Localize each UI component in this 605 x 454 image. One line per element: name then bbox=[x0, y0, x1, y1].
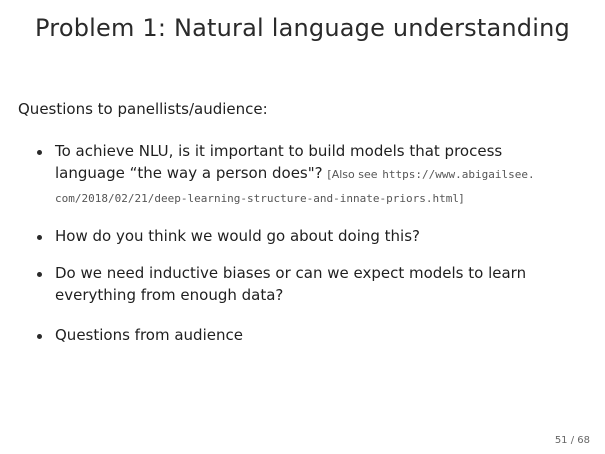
bullet-line: How do you think we would go about doing this? bbox=[55, 227, 420, 245]
bullet-dot-icon bbox=[37, 272, 42, 277]
bullet-line: Questions from audience bbox=[55, 326, 243, 344]
bullet-dot-icon bbox=[37, 150, 42, 155]
bullet-text bbox=[55, 225, 590, 247]
bullet-text bbox=[55, 140, 590, 210]
bullet-line: everything from enough data? bbox=[55, 286, 284, 304]
bullet-text bbox=[55, 262, 590, 306]
reference-url-continued[interactable]: com/2018/02/21/deep-learning-structure-and-innate-priors.html bbox=[55, 192, 459, 205]
slide-title: Problem 1: Natural language understanding bbox=[35, 14, 570, 42]
bullet-text bbox=[55, 324, 590, 346]
reference-url[interactable]: https://www.abigailsee. bbox=[382, 168, 535, 181]
bullet-dot-icon bbox=[37, 334, 42, 339]
bullet-dot-icon bbox=[37, 235, 42, 240]
bullet-line: Do we need inductive biases or can we expect models to learn bbox=[55, 264, 527, 282]
bullet-line-text: language “the way a person does"? bbox=[55, 164, 323, 182]
bullet-line: To achieve NLU, is it important to build models that process bbox=[55, 142, 503, 160]
bullet-line bbox=[55, 186, 590, 210]
intro-text: Questions to panellists/audience: bbox=[18, 100, 268, 118]
reference-prefix: [Also see bbox=[327, 168, 378, 181]
page-number: 51 / 68 bbox=[554, 435, 590, 446]
bullet-line bbox=[55, 162, 590, 186]
reference-suffix: ] bbox=[458, 192, 464, 205]
